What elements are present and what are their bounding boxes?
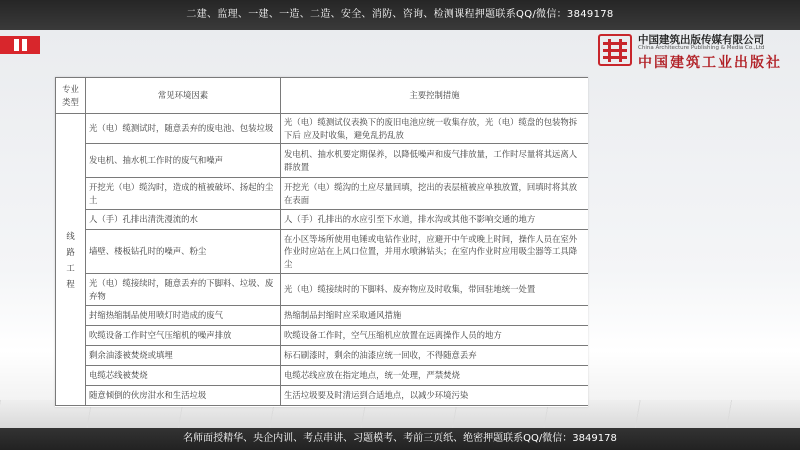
- measure-cell: 生活垃圾要及时清运到合适地点，以减少环境污染: [281, 386, 589, 406]
- measure-cell: 热缩制品封缩时应采取通风措施: [281, 306, 589, 326]
- table-row: [56, 144, 589, 178]
- red-accent-block: [0, 36, 40, 54]
- measure-cell: 吹缆设备工作时，空气压缩机应放置在远离操作人员的地方: [281, 326, 589, 346]
- bottom-banner: 名师面授精华、央企内训、考点串讲、习题模考、考前三页纸、绝密押题联系QQ/微信：3849178: [0, 428, 800, 450]
- publisher-name-en: China Architecture Publishing & Media Co.,Ltd: [638, 45, 765, 51]
- table-row: [56, 306, 589, 326]
- publisher-logo-icon: [598, 34, 632, 66]
- measure-cell: 开挖光（电）缆沟的土应尽量回填，挖出的表层植被应单独放置，回填时将其放在表面: [281, 178, 589, 210]
- header-type: 专业类型: [56, 78, 86, 114]
- factor-cell: 吹缆设备工作时空气压缩机的噪声排放: [86, 326, 281, 346]
- factor-cell: 发电机、抽水机工作时的废气和噪声: [86, 144, 281, 178]
- measure-cell: 光（电）缆接续时的下脚料、废弃物应及时收集，带回驻地统一处置: [281, 274, 589, 306]
- table-row: [56, 114, 589, 144]
- table-row: [56, 326, 589, 346]
- measure-cell: 发电机、抽水机要定期保养，以降低噪声和废气排放量，工作时尽量将其远离人群放置: [281, 144, 589, 178]
- factor-cell: 开挖光（电）缆沟时，造成的植被破坏、扬起的尘土: [86, 178, 281, 210]
- table-row: [56, 366, 589, 386]
- factor-cell: 人（手）孔排出清洗漫流的水: [86, 210, 281, 230]
- factor-cell: 随意倾倒的伙房泔水和生活垃圾: [86, 386, 281, 406]
- factor-cell: 电缆芯线被焚烧: [86, 366, 281, 386]
- environment-factors-table: [55, 77, 588, 406]
- type-cell: [56, 114, 86, 406]
- measure-cell: 在小区等场所使用电锤或电钻作业时，应避开中午或晚上时间，操作人员在室外作业时应站在上风口位置，并用水喷淋钻头；在室内作业时应用吸尘器等工具降尘: [281, 230, 589, 274]
- publisher-name-cn: 中国建筑出版传媒有限公司: [638, 34, 764, 46]
- factor-cell: 封缩热缩制品使用喷灯时造成的废气: [86, 306, 281, 326]
- table-row: [56, 346, 589, 366]
- header-factor: 常见环境因素: [86, 78, 281, 114]
- measure-cell: 人（手）孔排出的水应引至下水道，排水沟或其他不影响交通的地方: [281, 210, 589, 230]
- publisher-logo: [598, 32, 798, 70]
- publisher-wordmark: 中国建筑工业出版社: [638, 55, 782, 71]
- measure-cell: 标石刷漆时，剩余的油漆应统一回收，不得随意丢弃: [281, 346, 589, 366]
- type-label: 线路工程: [66, 230, 75, 289]
- factor-cell: 剩余油漆被焚烧或填埋: [86, 346, 281, 366]
- factor-cell: 光（电）缆测试时，随意丢弃的废电池、包装垃圾: [86, 114, 281, 144]
- table-header-row: [56, 78, 589, 114]
- header-measure: 主要控制措施: [281, 78, 589, 114]
- table-row: [56, 274, 589, 306]
- factor-cell: 墙壁、楼板钻孔时的噪声、粉尘: [86, 230, 281, 274]
- factor-cell: 光（电）缆接续时，随意丢弃的下脚料、垃圾、废弃物: [86, 274, 281, 306]
- table-row: [56, 230, 589, 274]
- table-row: [56, 386, 589, 406]
- table-row: [56, 210, 589, 230]
- measure-cell: 电缆芯线应放在指定地点，统一处理，严禁焚烧: [281, 366, 589, 386]
- table-row: [56, 178, 589, 210]
- top-banner: 二建、监理、一建、一造、二造、安全、消防、咨询、检测课程押题联系QQ/微信：3849178: [0, 0, 800, 30]
- document-page: [55, 77, 588, 407]
- measure-cell: 光（电）缆测试仪表换下的废旧电池应统一收集存放，光（电）缆盘的包装物拆下后 应及时收集，避免乱扔乱放: [281, 114, 589, 144]
